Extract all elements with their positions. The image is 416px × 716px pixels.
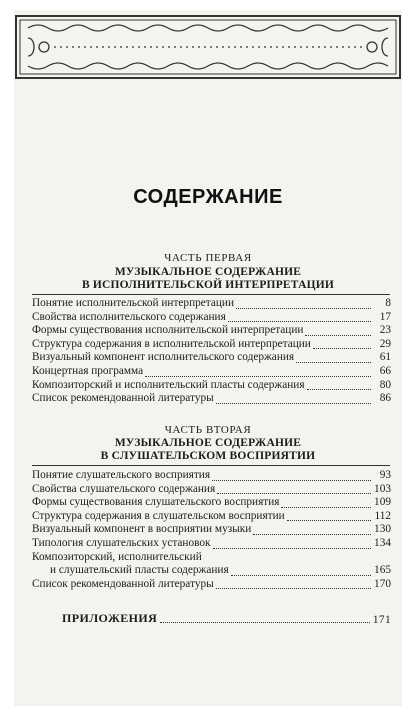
part2-label: ЧАСТЬ ВТОРАЯ — [164, 424, 252, 436]
toc-entry[interactable] — [32, 351, 391, 365]
toc-entry-title: Список рекомендованной литературы — [32, 577, 214, 590]
page-title: СОДЕРЖАНИЕ — [133, 186, 283, 208]
toc-entry-page: 17 — [379, 310, 391, 323]
part2-rule — [32, 465, 390, 466]
part2-toc — [32, 469, 391, 591]
dot-leader — [313, 348, 371, 349]
dot-leader — [236, 308, 371, 309]
toc-entry-title: Понятие исполнительской интерпретации — [32, 297, 235, 309]
dot-leader — [213, 548, 371, 549]
dot-leader — [216, 588, 371, 589]
toc-entry-page: 130 — [374, 523, 391, 536]
toc-entry[interactable] — [32, 496, 391, 510]
toc-entry-page: 93 — [379, 469, 391, 481]
part1-toc — [32, 297, 391, 406]
toc-entry-page: 103 — [374, 482, 391, 495]
toc-entry-title: и слушательский пласты содержания — [50, 564, 229, 577]
toc-entry[interactable] — [32, 338, 391, 352]
toc-entry-title: Визуальный компонент исполнительского содержания — [32, 351, 295, 364]
toc-entry-appendix[interactable] — [62, 611, 391, 626]
ornamental-border — [14, 14, 402, 80]
toc-entry-page: 29 — [379, 337, 391, 350]
toc-entry-title: Композиторский и исполнительский пласты содержания — [32, 378, 305, 391]
toc-entry-title: Понятие слушательского восприятия — [32, 469, 211, 481]
part1-heading-line1: МУЗЫКАЛЬНОЕ СОДЕРЖАНИЕ — [114, 266, 302, 278]
part1-heading-line2: В ИСПОЛНИТЕЛЬСКОЙ ИНТЕРПРЕТАЦИИ — [81, 279, 335, 291]
appendix-title: ПРИЛОЖЕНИЯ — [62, 611, 158, 625]
toc-entry-multiline-second[interactable] — [32, 564, 391, 578]
appendix-page: 171 — [372, 614, 391, 626]
toc-entry-page: 134 — [374, 536, 391, 549]
toc-entry-page: 80 — [379, 378, 391, 391]
toc-entry[interactable] — [32, 324, 391, 338]
dot-leader — [212, 480, 371, 481]
dot-leader — [305, 335, 371, 336]
toc-entry-page: 66 — [379, 364, 391, 377]
dot-leader — [216, 403, 371, 404]
part2-heading-line1: МУЗЫКАЛЬНОЕ СОДЕРЖАНИЕ — [114, 437, 302, 449]
toc-entry-title: Формы существования исполнительской интерпретации — [32, 324, 304, 337]
toc-entry-page: 109 — [374, 496, 391, 509]
dot-leader — [160, 622, 370, 623]
toc-entry-title: Концертная программа — [32, 364, 144, 377]
toc-entry[interactable] — [32, 379, 391, 393]
toc-entry-title: Формы существования слушательского восприятия — [32, 496, 280, 509]
toc-entry-title: Типология слушательских установок — [32, 536, 211, 549]
toc-entry-page: 165 — [374, 564, 391, 577]
toc-entry-title: Композиторский, исполнительский — [32, 550, 202, 563]
dot-leader — [228, 321, 371, 322]
toc-entry-page: 8 — [385, 297, 391, 309]
toc-entry-title: Структура содержания в слушательском восприятии — [32, 509, 285, 522]
toc-entry-page: 112 — [374, 509, 391, 522]
part2-heading-line2: В СЛУШАТЕЛЬСКОМ ВОСПРИЯТИИ — [100, 450, 316, 462]
dot-leader — [296, 362, 371, 363]
toc-entry-title: Список рекомендованной литературы — [32, 392, 214, 405]
dot-leader — [287, 520, 371, 521]
dot-leader — [253, 534, 371, 535]
dot-leader — [145, 376, 371, 377]
toc-entry[interactable] — [32, 537, 391, 551]
toc-entry-page: 170 — [374, 577, 391, 590]
dot-leader — [281, 507, 371, 508]
dot-leader — [307, 389, 371, 390]
toc-entry[interactable] — [32, 510, 391, 524]
toc-entry[interactable] — [32, 311, 391, 325]
toc-entry[interactable] — [32, 297, 391, 311]
toc-entry[interactable] — [32, 523, 391, 537]
dot-leader — [231, 575, 371, 576]
toc-entry-title: Визуальный компонент в восприятии музыки — [32, 523, 252, 536]
bleed-through-text — [14, 84, 402, 180]
toc-entry-page: 86 — [379, 392, 391, 405]
part1-label: ЧАСТЬ ПЕРВАЯ — [164, 252, 252, 264]
part1-rule — [32, 294, 390, 295]
toc-entry-multiline-first[interactable] — [32, 551, 391, 565]
toc-entry[interactable] — [32, 469, 391, 483]
toc-entry-page: 61 — [379, 351, 391, 364]
toc-entry[interactable] — [32, 578, 391, 592]
toc-entry-page: 23 — [379, 324, 391, 337]
dot-leader — [217, 493, 371, 494]
toc-entry[interactable] — [32, 365, 391, 379]
toc-entry-title: Свойства слушательского содержания — [32, 482, 216, 495]
toc-entry-title: Свойства исполнительского содержания — [32, 310, 226, 323]
toc-entry[interactable] — [32, 392, 391, 406]
toc-entry[interactable] — [32, 483, 391, 497]
toc-entry-title: Структура содержания в исполнительской интерпретации — [32, 337, 311, 350]
